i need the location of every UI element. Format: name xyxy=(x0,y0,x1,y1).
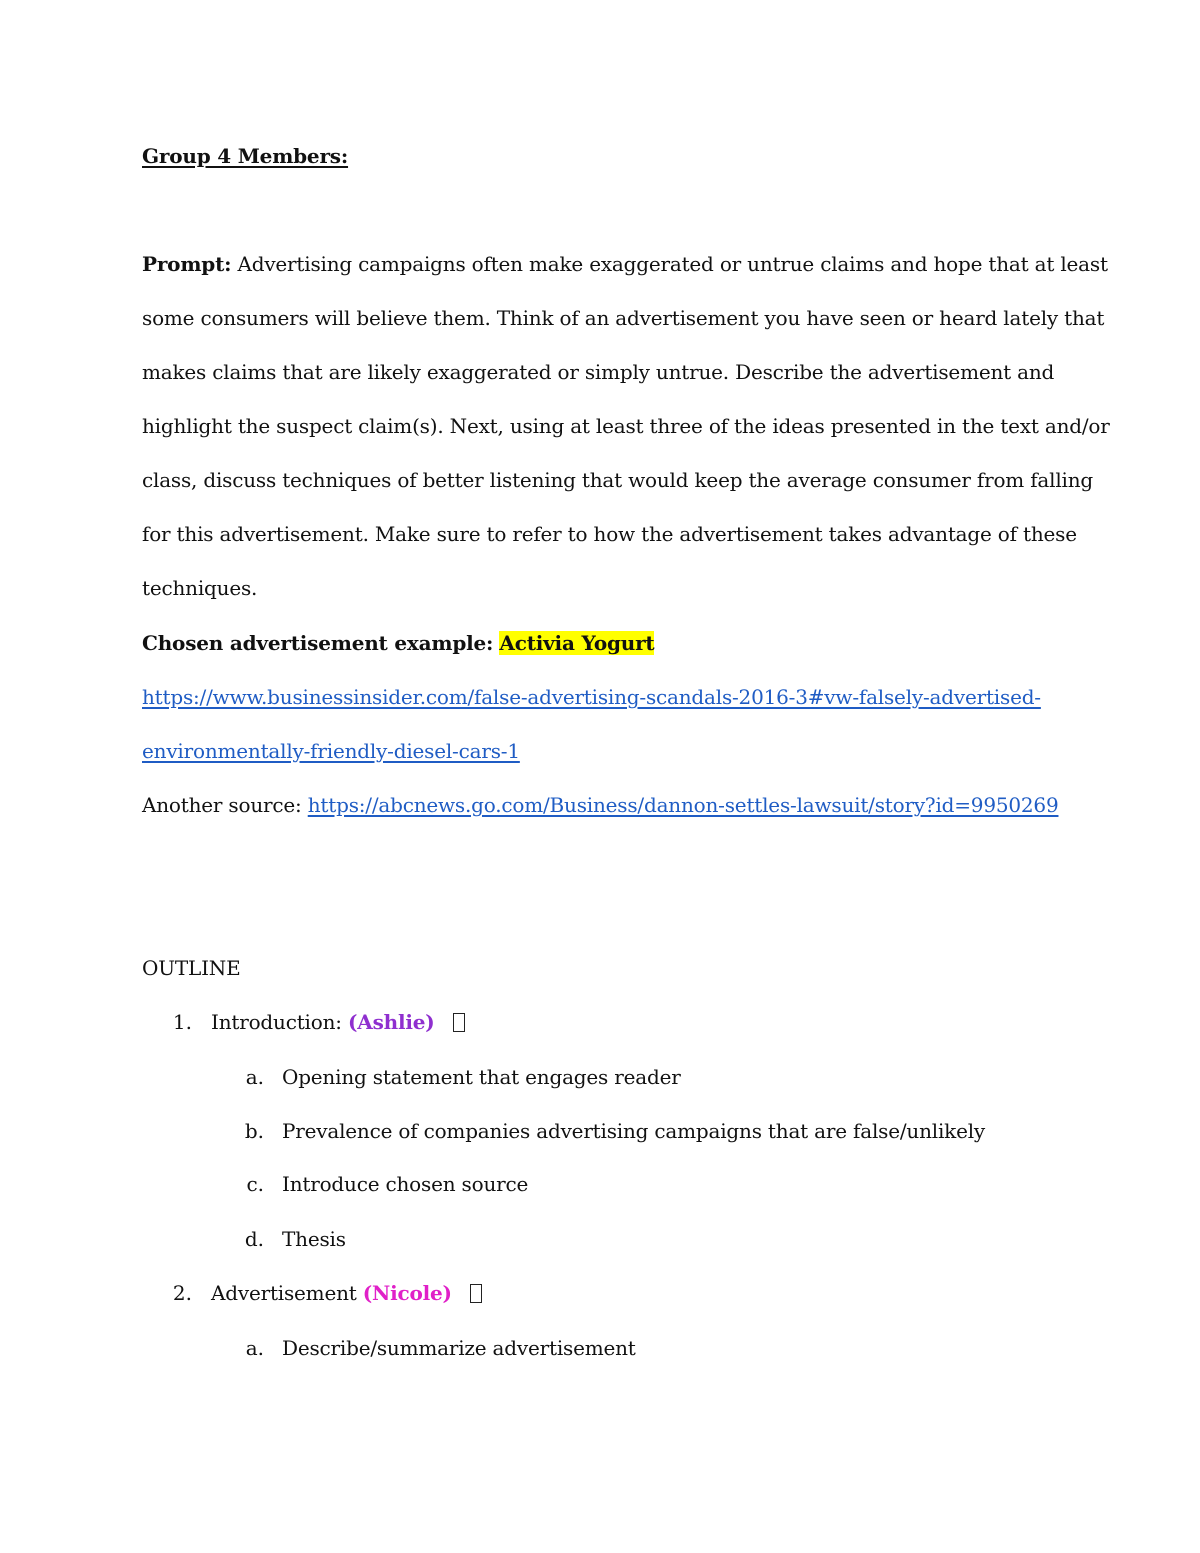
outline-item-2a-text: Describe/summarize advertisement xyxy=(282,1336,636,1360)
prompt-label: Prompt: xyxy=(142,252,232,276)
prompt-line-2: some consumers will believe them. Think of an advertisement you have seen or heard lately that xyxy=(142,306,1105,330)
source-link-1-part-1[interactable]: https://www.businessinsider.com/false-advertising-scandals-2016-3#vw-falsely-advertised- xyxy=(142,685,1041,709)
outline-item-2 xyxy=(211,1279,482,1307)
outline-item-1-assignee: (Ashlie) xyxy=(347,1010,435,1034)
another-source-line xyxy=(142,791,1058,819)
outline-item-2a-letter: a. xyxy=(245,1336,264,1360)
outline-item-1d-text: Thesis xyxy=(282,1227,346,1251)
chosen-example-label: Chosen advertisement example: xyxy=(142,631,494,655)
outline-item-1c-text: Introduce chosen source xyxy=(282,1172,529,1196)
checkbox-icon xyxy=(453,1013,465,1032)
another-source-link[interactable]: https://abcnews.go.com/Business/dannon-settles-lawsuit/story?id=9950269 xyxy=(307,793,1059,817)
outline-item-1-number: 1. xyxy=(172,1010,192,1034)
prompt-line-3: makes claims that are likely exaggerated or simply untrue. Describe the advertisement and xyxy=(142,360,1055,384)
source-link-1-part-2[interactable]: environmentally-friendly-diesel-cars-1 xyxy=(142,739,520,763)
outline-item-2-text: Advertisement xyxy=(211,1281,357,1305)
outline-item-1a-letter: a. xyxy=(245,1065,264,1089)
chosen-example-line xyxy=(142,629,654,657)
outline-item-1b-text: Prevalence of companies advertising campaigns that are false/unlikely xyxy=(282,1119,986,1143)
outline-item-1a-text: Opening statement that engages reader xyxy=(282,1065,681,1089)
outline-item-2-assignee: (Nicole) xyxy=(362,1281,452,1305)
prompt-line-6: for this advertisement. Make sure to refer to how the advertisement takes advantage of these xyxy=(142,522,1077,546)
prompt-line-1 xyxy=(142,250,1108,278)
outline-title: OUTLINE xyxy=(142,956,241,980)
page-heading: Group 4 Members: xyxy=(142,144,349,168)
prompt-text: Advertising campaigns often make exaggerated or untrue claims and hope that at least xyxy=(237,252,1108,276)
outline-item-2-number: 2. xyxy=(172,1281,192,1305)
another-source-label: Another source: xyxy=(142,793,302,817)
outline-item-1c-letter: c. xyxy=(246,1172,264,1196)
outline-item-1b-letter: b. xyxy=(244,1119,264,1143)
chosen-example-value: Activia Yogurt xyxy=(499,631,655,655)
checkbox-icon xyxy=(470,1284,482,1303)
prompt-line-7: techniques. xyxy=(142,576,258,600)
outline-item-1 xyxy=(211,1008,465,1036)
prompt-line-4: highlight the suspect claim(s). Next, using at least three of the ideas presented in the text and/or xyxy=(142,414,1110,438)
prompt-line-5: class, discuss techniques of better listening that would keep the average consumer from falling xyxy=(142,468,1094,492)
outline-item-1d-letter: d. xyxy=(244,1227,264,1251)
outline-item-1-text: Introduction: xyxy=(211,1010,342,1034)
